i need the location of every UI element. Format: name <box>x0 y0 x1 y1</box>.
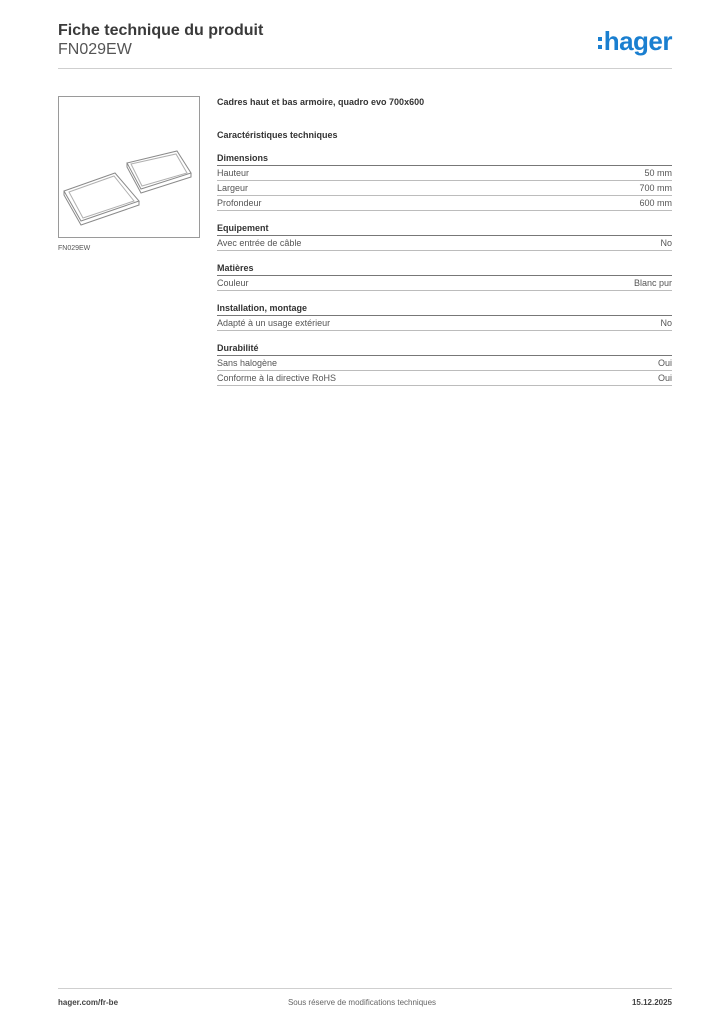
hager-logo <box>598 28 672 54</box>
spec-label: Sans halogène <box>217 358 278 368</box>
spec-value: 600 mm <box>639 198 672 208</box>
spec-row <box>217 356 672 371</box>
header-divider <box>58 68 672 69</box>
spec-label: Couleur <box>217 278 249 288</box>
document-title: Fiche technique du produit <box>58 22 264 39</box>
product-frames-illustration <box>59 97 199 237</box>
spec-row <box>217 166 672 181</box>
spec-row <box>217 276 672 291</box>
spec-label: Conforme à la directive RoHS <box>217 373 337 383</box>
section-title: Installation, montage <box>217 302 672 316</box>
footer-divider <box>58 988 672 989</box>
spec-value: No <box>660 318 672 328</box>
spec-label: Hauteur <box>217 168 250 178</box>
product-details <box>217 97 672 386</box>
spec-value: No <box>660 238 672 248</box>
spec-value: Blanc pur <box>633 278 672 288</box>
spec-value: Oui <box>657 373 672 383</box>
spec-value: 50 mm <box>644 168 672 178</box>
logo-dots-icon <box>598 37 602 49</box>
section-title: Durabilité <box>217 342 672 356</box>
product-name: Cadres haut et bas armoire, quadro evo 700x600 <box>217 97 425 107</box>
section-title: Dimensions <box>217 152 672 166</box>
spec-row <box>217 371 672 386</box>
spec-row <box>217 196 672 211</box>
spec-value: 700 mm <box>639 183 672 193</box>
spec-value: Oui <box>657 358 672 368</box>
spec-section-installation <box>217 302 672 331</box>
page-header <box>58 20 672 68</box>
spec-section-equipement <box>217 222 672 251</box>
spec-section-matieres <box>217 262 672 291</box>
spec-section-durabilite <box>217 342 672 386</box>
spec-label: Largeur <box>217 183 249 193</box>
spec-section-dimensions <box>217 152 672 211</box>
footer-date: 15.12.2025 <box>631 998 672 1007</box>
footer-website-link[interactable]: hager.com/fr-be <box>58 998 119 1007</box>
product-image <box>58 96 200 238</box>
specs-heading: Caractéristiques techniques <box>217 130 338 140</box>
section-title: Equipement <box>217 222 672 236</box>
spec-row <box>217 236 672 251</box>
spec-label: Adapté à un usage extérieur <box>217 318 331 328</box>
product-reference: FN029EW <box>58 41 132 58</box>
logo-text: hager <box>603 26 672 56</box>
footer-disclaimer: Sous réserve de modifications techniques <box>287 998 437 1007</box>
product-image-caption: FN029EW <box>58 245 91 252</box>
spec-label: Avec entrée de câble <box>217 238 302 248</box>
spec-label: Profondeur <box>217 198 262 208</box>
spec-row <box>217 181 672 196</box>
section-title: Matières <box>217 262 672 276</box>
spec-row <box>217 316 672 331</box>
